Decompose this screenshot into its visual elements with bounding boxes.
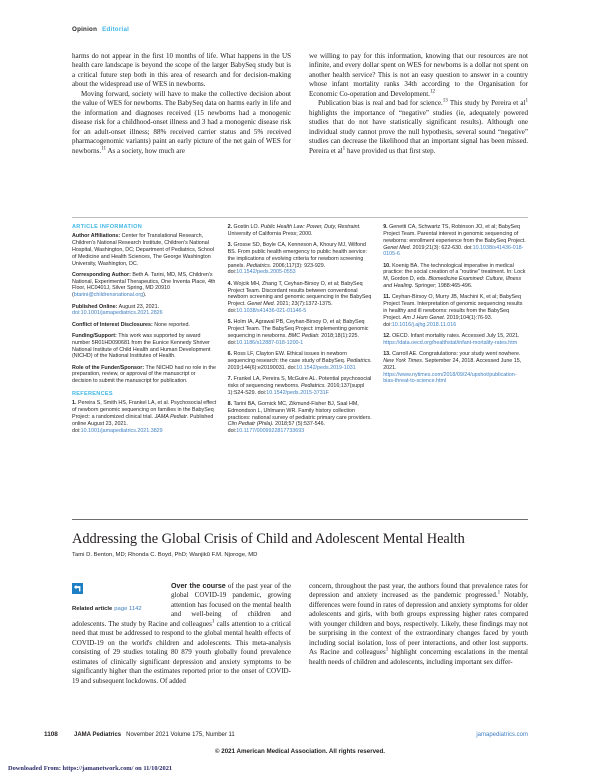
reference-item: 10. Koenig BA. The technological imperative in medical practice: the social creation of a “routine” treatment. In: Lock M, Gordon D, eds. Biomedicine Examined: Culture, Illness and Healing. Springer; 1988:465-496.: [383, 262, 526, 290]
reference-item: 7. Frankel LA, Pereira S, McGuire AL. Potential psychosocial risks of sequencing newborns. Pediatrics. 2016;137(suppl 1):S24-S29. doi:10.1542/peds.2015-3731F: [227, 375, 372, 396]
footer-page-number: 1108: [44, 731, 58, 738]
reference-item: 13. Carroll AE. Congratulations: your study went nowhere. New York Times. September 24, 2018. Accessed June 15, 2021. https://www.nytimes.com/2018/09/24/upshot/publication-bias-threat-to-science.html: [383, 351, 522, 385]
reference-link[interactable]: https://www.nytimes.com/2018/09/24/upshot/publication-bias-threat-to-science.html: [383, 371, 517, 385]
page-title: Addressing the Global Crisis of Child and Adolescent Mental Health: [72, 531, 465, 547]
reference-item: 1. Pereira S, Smith HS, Frankel LA, et al. Psychosocial effect of newborn genomic sequencing on families in the BabySeq Project: a randomized clinical trial. JAMA Pediatr. Published online August 23, 2021. doi:10.1001/jamapediatrics.2021.3829: [72, 400, 217, 434]
paragraph: harms do not appear in the first 10 months of life. What happens in the US health care landscape is beyond the scope of the larger BabySeq study but is a critical future step both in this area of research and for decision-making about the widespread use of WES in newborns.: [72, 52, 291, 89]
corresponding-author-email[interactable]: btarini@childrensnational.org: [73, 292, 144, 299]
running-head-kicker: Opinion: [72, 26, 98, 33]
running-head: [72, 26, 129, 33]
article2-body-column-right: [309, 582, 528, 686]
article-information-and-references: [72, 224, 528, 440]
references-heading: REFERENCES: [72, 391, 113, 398]
article2-body-column-left: [72, 582, 291, 686]
download-stamp: Downloaded From: https://jamanetwork.com/ on 11/10/2021: [8, 765, 173, 772]
reference-item: 6. Ross LF, Clayton EW. Ethical issues in newborn sequencing research: the case study of BabySeq. Pediatrics. 2019;144(6):e20190031. doi:10.1542/peds.2019-1031: [227, 351, 372, 371]
reference-item: 12. OECD. Infant mortality rates. Accessed July 15, 2021. https://data.oecd.org/healthstat/infant-mortality-rates.htm: [383, 332, 520, 346]
reference-item: 11. Ceyhan-Birsoy O, Murry JB, Machini K, et al; BabySeq Project Team. Interpretation of genomic sequencing results in healthy and ill newborns: results from the BabySeq Project. Am J Hum Genet. 2019;104(1):76-93. doi:10.1016/j.ajhg.2018.11.016: [383, 294, 523, 328]
related-article-arrow-icon: [72, 583, 83, 594]
reference-link[interactable]: 10.1177/0009922817733693: [236, 428, 305, 435]
article-information-item: Corresponding Author: Beth A. Tarini, MD, MS, Children's National, Experimental Therapeutics, One Inventa Place, 4th Floor, HC0401J, Silver Spring, MD 20910 (btarini@childrensnational.org).: [72, 271, 216, 299]
references-list-part-3: [383, 224, 528, 385]
running-head-type: Editorial: [102, 26, 130, 33]
reference-link[interactable]: 10.1016/j.ajhg.2018.11.016: [391, 321, 457, 328]
reference-link[interactable]: 10.1001/jamapediatrics.2021.3829: [80, 427, 163, 434]
article-information-item: Author Affiliations: Center for Translational Research, Children's National Research Institute, Children's National Hospital, Washington, DC; Department of Pediatrics, School of Medicine and Health Sciences, The George Washington University, Washington, DC.: [72, 233, 215, 267]
article1-body-column-right: [309, 52, 528, 156]
article-information-column: [72, 224, 217, 440]
author-byline: Tami D. Benton, MD; Rhonda C. Boyd, PhD; Wanjikũ F.M. Njoroge, MD: [72, 552, 258, 558]
reference-item: 5. Holm IA, Agrawal PB, Ceyhan-Birsoy O, et al; BabySeq Project Team. The BabySeq Project: implementing genomic sequencing in newborns. BMC Pediatr. 2018;18(1):225. doi:10.1186/s12887-018-1200-1: [227, 319, 369, 346]
divider-above-second-article: [72, 519, 528, 520]
paragraph: we willing to pay for this information, knowing that our resources are not infinite, and every dollar spent on WES for newborns is a dollar not spent on another health service? This is not an easy question to answer in a country whose infant mortality ranks 34th according to the Organisation for Economic Co-operation and Development.$^{12}$: [309, 52, 528, 98]
related-article-label: [72, 606, 142, 612]
article-information-blocks: [72, 233, 217, 385]
reference-item: 2. Gostin LO. Public Health Law: Power, Duty, Restraint. University of California Press; 2000.: [227, 224, 361, 237]
related-article-page-link[interactable]: page 1142: [114, 606, 142, 612]
article-information-item: Funding/Support: This work was supported by award number 5R01HD090681 from the Eunice Kennedy Shriver National Institute of Child Health and Human Development (NICHD) of the National Institutes of Health.: [72, 332, 211, 360]
references-list-part-1: [72, 400, 217, 434]
article-information-item: Conflict of Interest Disclosures: None reported.: [72, 321, 190, 328]
paragraph: Publication bias is real and bad for science.$^{13}$ This study by Pereira et $al^1$ highlights the importance of “negative” studies (ie, adequately powered studies that do not have statistically significant results). Although one individual study cannot prove the null hypothesis, several sound “negative” studies can decrease the likelihood that an important signal has been missed. Pereira et $al^1$ have provided us that first step.: [309, 97, 529, 155]
article2-body: [72, 582, 528, 686]
reference-item: 9. Genetti CA, Schwartz TS, Robinson JO, et al; BabySeq Project Team. Parental interest in genomic sequencing of newborns: enrollment experience from the BabySeq Project. Genet Med. 2019;21(3): 622-630. doi:10.1038/s41436-018-0105-6: [383, 224, 526, 258]
references-list-part-2: [228, 224, 373, 435]
copyright-notice: © 2021 American Medical Association. All rights reserved.: [215, 748, 385, 755]
reference-link[interactable]: 10.1038/s41436-018-0105-6: [383, 244, 524, 258]
footer-journal-name: JAMA Pediatrics: [74, 732, 122, 738]
article1-body: [72, 52, 528, 156]
reference-link[interactable]: 10.1186/s12887-018-1200-1: [236, 339, 304, 346]
references-column-3: [383, 224, 528, 440]
reference-item: 3. Grosse SD, Boyle CA, Kenneson A, Khoury MJ, Wilfond BS. From public health emergency to public health service: the implications of evolving criteria for newborn screening panels. Pediatrics. 2006;117(3): 923-929. doi:10.1542/peds.2005-0553: [227, 242, 367, 276]
reference-item: 8. Tarini BA, Gornick MC, Zikmund-Fisher BJ, Saal HM, Edmondson L, Uhlmann WR. Family history collection practices: national survey of pediatric primary care providers. Clin Pediatr (Phila). 2018;57 (5):537-546. doi:10.1177/0009922817733693: [227, 400, 372, 435]
page-footer: [44, 731, 528, 738]
reference-item: 4. Wojcik MH, Zhang T, Ceyhan-Birsoy O, et al; BabySeq Project Team. Discordant results between conventional newborn screening and genomic sequencing in the BabySeq Project. Genet Med. 2021; 23(7):1372-1375. doi:10.1038/s41436-021-01146-5: [227, 280, 372, 315]
doi-link[interactable]: doi:10.1001/jamapediatrics.2021.2826: [72, 310, 163, 317]
reference-link[interactable]: 10.1038/s41436-021-01146-5: [236, 308, 307, 315]
reference-link[interactable]: 10.1542/peds.2005-0553: [236, 269, 296, 276]
reference-link[interactable]: 10.1542/peds.2019-1031: [296, 364, 356, 371]
article-information-item: Published Online: August 23, 2021. doi:10.1001/jamapediatrics.2021.2826: [72, 303, 163, 317]
related-article-callout[interactable]: [72, 583, 164, 615]
lead-paragraph-text: of the past year of the global COVID-19 pandemic, growing attention has focused on the mental health and well-being of children and adolescents. The study by Racine and colleagues$^1$ calls attention to a critical need that must be addressed to respond to the global mental health effects of COVID-19 on the world's children and adolescents. This meta-analysis consisting of 29 studies totaling 80 879 youth globally found prevalence estimates of clinically significant depression and anxiety symptoms to be significantly higher than the estimates reported prior to the onset of COVID-19 and subsequent lockdowns. Of added: [72, 582, 292, 685]
divider-above-article-information: [72, 217, 528, 218]
reference-link[interactable]: https://data.oecd.org/healthstat/infant-mortality-rates.htm: [383, 339, 518, 346]
footer-website-link[interactable]: jamapediatrics.com: [476, 732, 528, 738]
references-column-2: [228, 224, 373, 440]
paragraph: Moving forward, society will have to make the collective decision about the value of WES for newborns. The BabySeq data on harms early in life and the information and diagnoses received (15 newborns had a monogenic disease risk for a childhood-onset illness and 3 had a monogenic disease risk for an adult-onset illness; 88% received carrier status and 5% received pharmacogenomic variants) paint an early picture of the net gain of WES for newborns.$^{11}$ As a society, how much are: [72, 89, 291, 155]
article-information-item: Role of the Funder/Sponsor: The NICHD had no role in the preparation, review, or approval of the manuscript or decision to submit the manuscript for publication.: [72, 364, 216, 385]
paragraph: concern, throughout the past year, the authors found that prevalence rates for depression and anxiety increased as the pandemic progressed.$^1$ Notably, differences were found in rates of depression and anxiety symptoms for older adolescents and girls, with both groups expressing higher rates compared with younger children and boys, respectively. Likely, these findings may not be surprising in the context of the extraordinary changes faced by youth including social isolation, loss of peer interactions, and other lost supports. As Racine and colleagues$^1$ highlight concerning escalations in the mental health needs of children and adolescents, including important sex differ-: [309, 582, 528, 666]
article1-body-column-left: [72, 52, 291, 156]
article-information-heading: ARTICLE INFORMATION: [72, 224, 142, 230]
lead-in-phrase: Over the course: [171, 582, 226, 590]
footer-issue-info: November 2021 Volume 175, Number 11: [126, 732, 235, 738]
reference-link[interactable]: 10.1542/peds.2015-3731F: [266, 389, 329, 396]
related-article-text: Related article: [72, 606, 113, 612]
